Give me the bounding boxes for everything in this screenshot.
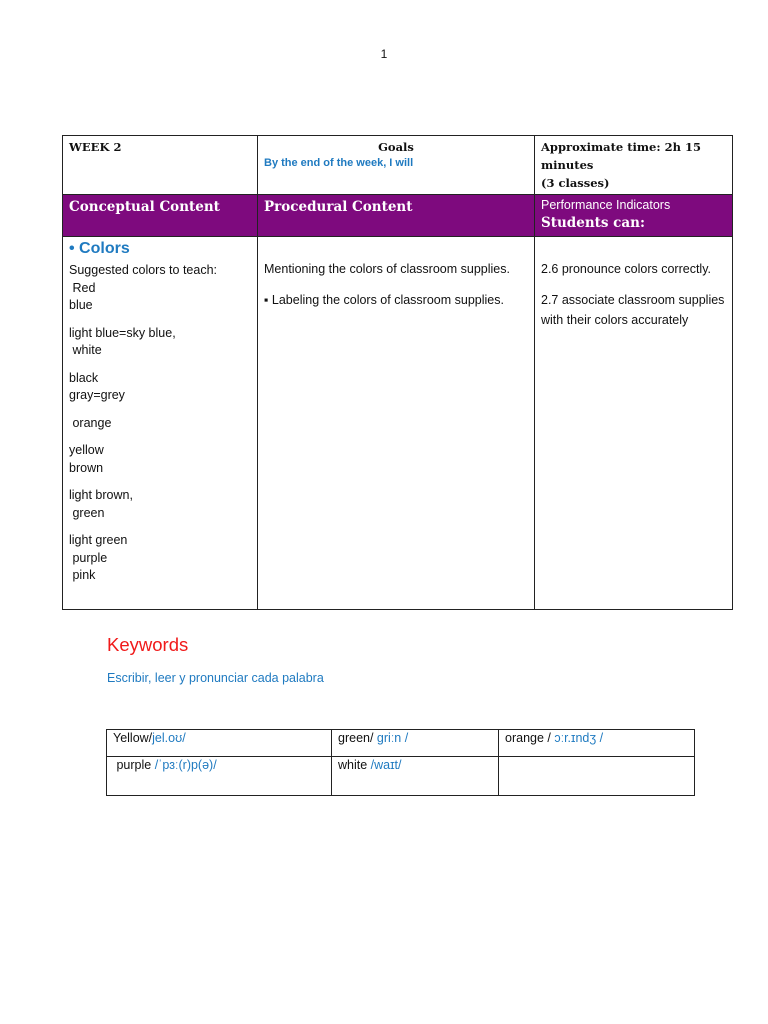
color-item: white [69,343,102,357]
keyword-cell [499,730,695,757]
procedural-header: Procedural Content [264,199,413,215]
color-group [69,415,251,433]
keywords-row [107,730,695,757]
keyword-cell [107,730,332,757]
color-item: brown [69,460,104,475]
goals-title: Goals [378,140,414,154]
color-item: blue [69,298,93,312]
keyword-word: purple [113,758,155,772]
keyword-cell [332,757,499,796]
suggested-label: Suggested colors to teach: [69,263,218,277]
time-line-2: minutes [541,158,594,172]
color-item: light blue=sky blue, [69,325,176,340]
keyword-cell [332,730,499,757]
keywords-table [106,729,695,796]
header-row [63,136,733,195]
color-group [69,325,251,360]
keyword-cell-empty [499,757,695,796]
keywords-title: Keywords [107,634,189,655]
performance-item: 2.7 associate classroom supplies with their colors accurately [541,293,725,327]
performance-header-big: Students can: [541,215,645,231]
color-list [69,280,251,585]
color-item: black [69,370,99,385]
performance-header-small: Performance Indicators [541,198,671,212]
keyword-cell [107,757,332,796]
keyword-word: green/ [338,731,377,745]
conceptual-cell [63,237,258,610]
color-item: orange [69,415,112,430]
procedural-header-cell [258,195,535,237]
performance-header-cell [535,195,733,237]
keyword-ipa: jel.oʊ/ [152,731,186,745]
keyword-ipa: /ˈpɜː(r)p(ə)/ [154,758,217,772]
keywords-row [107,757,695,796]
color-group [69,487,251,522]
week-cell [63,136,258,195]
colors-heading: • Colors [69,240,130,257]
goals-cell [258,136,535,195]
color-group [69,442,251,477]
keyword-ipa: ɔːr.ɪndʒ / [554,731,604,745]
keyword-ipa: /waɪt/ [370,758,402,772]
keyword-word: orange / [505,731,555,745]
content-row [63,237,733,610]
section-header-row [63,195,733,237]
conceptual-header-cell [63,195,258,237]
keyword-word: Yellow/ [113,731,153,745]
procedural-item: ▪ Labeling the colors of classroom supplies. [264,293,504,307]
color-item: gray=grey [69,388,125,402]
time-line-1: Approximate time: 2h 15 [541,140,701,154]
performance-item: 2.6 pronounce colors correctly. [541,262,711,276]
keywords-instruction: Escribir, leer y pronunciar cada palabra [107,671,324,685]
performance-cell [535,237,733,610]
color-group [69,280,251,315]
color-item: purple [69,550,108,565]
color-item: light green [69,533,128,547]
color-item: light brown, [69,488,133,502]
week-label: WEEK 2 [69,140,122,154]
conceptual-header: Conceptual Content [69,199,220,215]
page-number: 1 [380,47,388,61]
time-line-3: (3 classes) [541,176,610,190]
procedural-item: Mentioning the colors of classroom supplies. [264,262,510,276]
color-item: yellow [69,443,104,457]
color-item: pink [69,568,96,582]
procedural-cell [258,237,535,610]
time-cell [535,136,733,195]
color-item: green [69,505,105,520]
goals-subtitle: By the end of the week, I will [264,157,414,169]
color-group [69,370,251,405]
color-group [69,532,251,585]
lesson-plan-table [62,135,733,610]
keyword-word: white [338,758,371,772]
keyword-ipa: ɡriːn / [376,731,409,745]
color-item: Red [69,280,96,295]
